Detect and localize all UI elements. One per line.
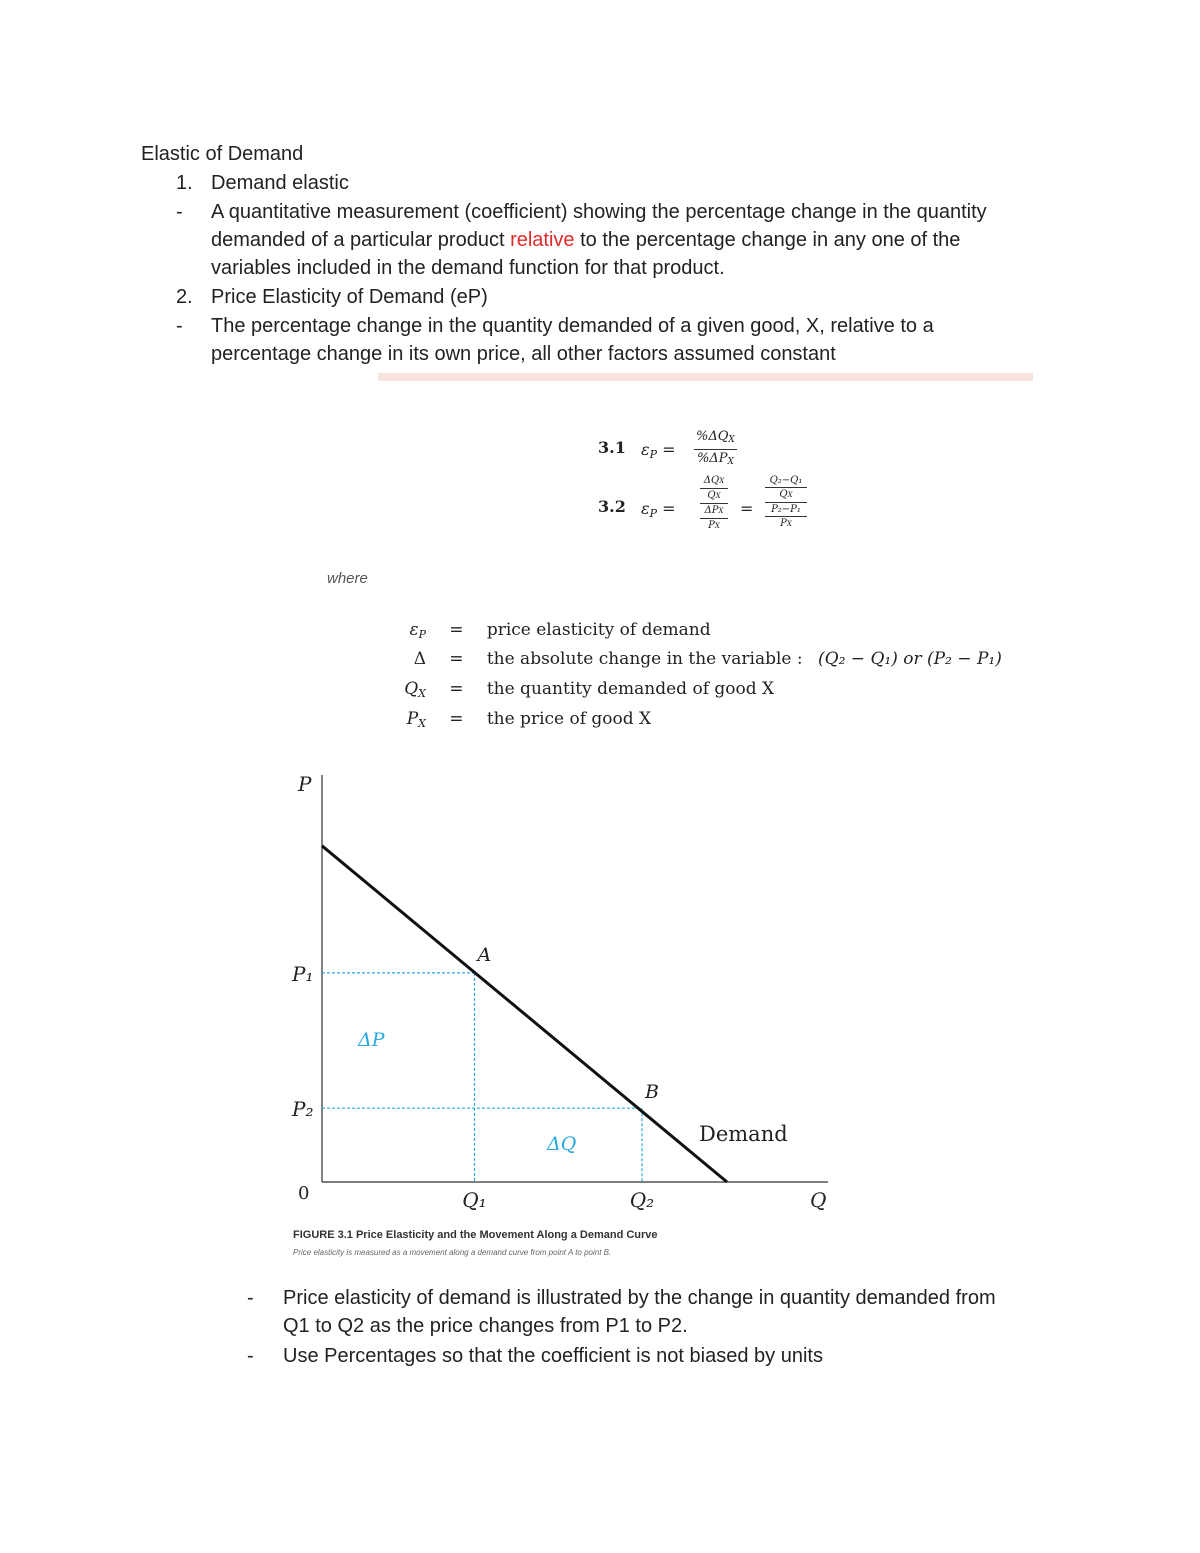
x-axis-label: Q xyxy=(810,1188,827,1212)
x-tick-q1: Q₁ xyxy=(462,1188,487,1212)
delta-q-annotation: ΔQ xyxy=(547,1133,577,1155)
item2-number: 2. xyxy=(176,286,193,308)
definition-row-px: PX = the price of good X xyxy=(406,709,652,730)
formula-3-2-lhs: εP = xyxy=(641,499,676,520)
formula-3-2-eq2: = xyxy=(740,499,754,518)
bullet2-text: Use Percentages so that the coefficient is not biased by units xyxy=(283,1345,823,1367)
definition-row-delta: Δ = the absolute change in the variable : (Q₂ − Q₁) or (P₂ − P₁) xyxy=(413,649,1002,669)
item1-line2-start: demanded of a particular product xyxy=(211,229,511,251)
item2-line2: percentage change in its own price, all other factors assumed constant xyxy=(211,343,836,365)
formula-3-2-label: 3.2 xyxy=(598,497,626,516)
point-a-label: A xyxy=(477,943,492,966)
demand-series-label: Demand xyxy=(699,1122,788,1146)
item2-dash: - xyxy=(176,315,183,337)
figure-caption: FIGURE 3.1 Price Elasticity and the Movement Along a Demand Curve xyxy=(293,1229,658,1241)
item1-line2-end: to the percentage change in any one of the xyxy=(574,229,961,251)
absolute-change-expression: (Q₂ − Q₁) or (P₂ − P₁) xyxy=(818,649,1002,669)
point-b-label: B xyxy=(645,1081,659,1104)
item1-line1: A quantitative measurement (coefficient) showing the percentage change in the quantity xyxy=(211,201,987,223)
y-tick-p2: P₂ xyxy=(292,1097,314,1122)
formula-3-1-lhs: εP = xyxy=(641,440,676,461)
document-heading: Elastic of Demand xyxy=(141,143,304,165)
bullet1-dash: - xyxy=(247,1287,254,1309)
item1-number: 1. xyxy=(176,172,193,194)
bullet2-dash: - xyxy=(247,1345,254,1367)
item2-title: Price Elasticity of Demand (eP) xyxy=(211,286,488,308)
formula-3-1-label: 3.1 xyxy=(598,438,626,457)
y-tick-p1: P₁ xyxy=(292,961,314,986)
delta-p-annotation: ΔP xyxy=(358,1029,385,1051)
item1-line3: variables included in the demand function for that product. xyxy=(211,257,725,279)
formula-3-2-fraction-a: ΔQX QX ΔPX PX xyxy=(700,474,728,533)
definition-row-ep: εP = price elasticity of demand xyxy=(409,620,711,641)
item2-line1: The percentage change in the quantity demanded of a given good, X, relative to a xyxy=(211,315,934,337)
item1-title: Demand elastic xyxy=(211,172,349,194)
item1-dash: - xyxy=(176,201,183,223)
formula-3-2-fraction-b: Q₂−Q₁ QX P₂−P₁ PX xyxy=(765,474,807,531)
bullet1-line1: Price elasticity of demand is illustrated by the change in quantity demanded from xyxy=(283,1287,996,1309)
demand-curve-chart xyxy=(280,765,840,1225)
bullet1-line2: Q1 to Q2 as the price changes from P1 to P2. xyxy=(283,1315,688,1337)
origin-label: 0 xyxy=(298,1183,310,1204)
figure-subcaption: Price elasticity is measured as a movement along a demand curve from point A to point B. xyxy=(293,1248,612,1257)
demand-series-line xyxy=(322,846,727,1182)
definition-row-qx: QX = the quantity demanded of good X xyxy=(404,679,775,700)
where-label: where xyxy=(327,570,368,587)
x-tick-q2: Q₂ xyxy=(629,1188,655,1212)
highlight-word-relative: relative xyxy=(510,229,575,251)
item1-line2 xyxy=(211,226,960,254)
y-axis-label: P xyxy=(298,772,312,796)
highlight-divider xyxy=(378,373,1033,381)
formula-3-1-fraction: %ΔQX %ΔPX xyxy=(696,429,735,467)
